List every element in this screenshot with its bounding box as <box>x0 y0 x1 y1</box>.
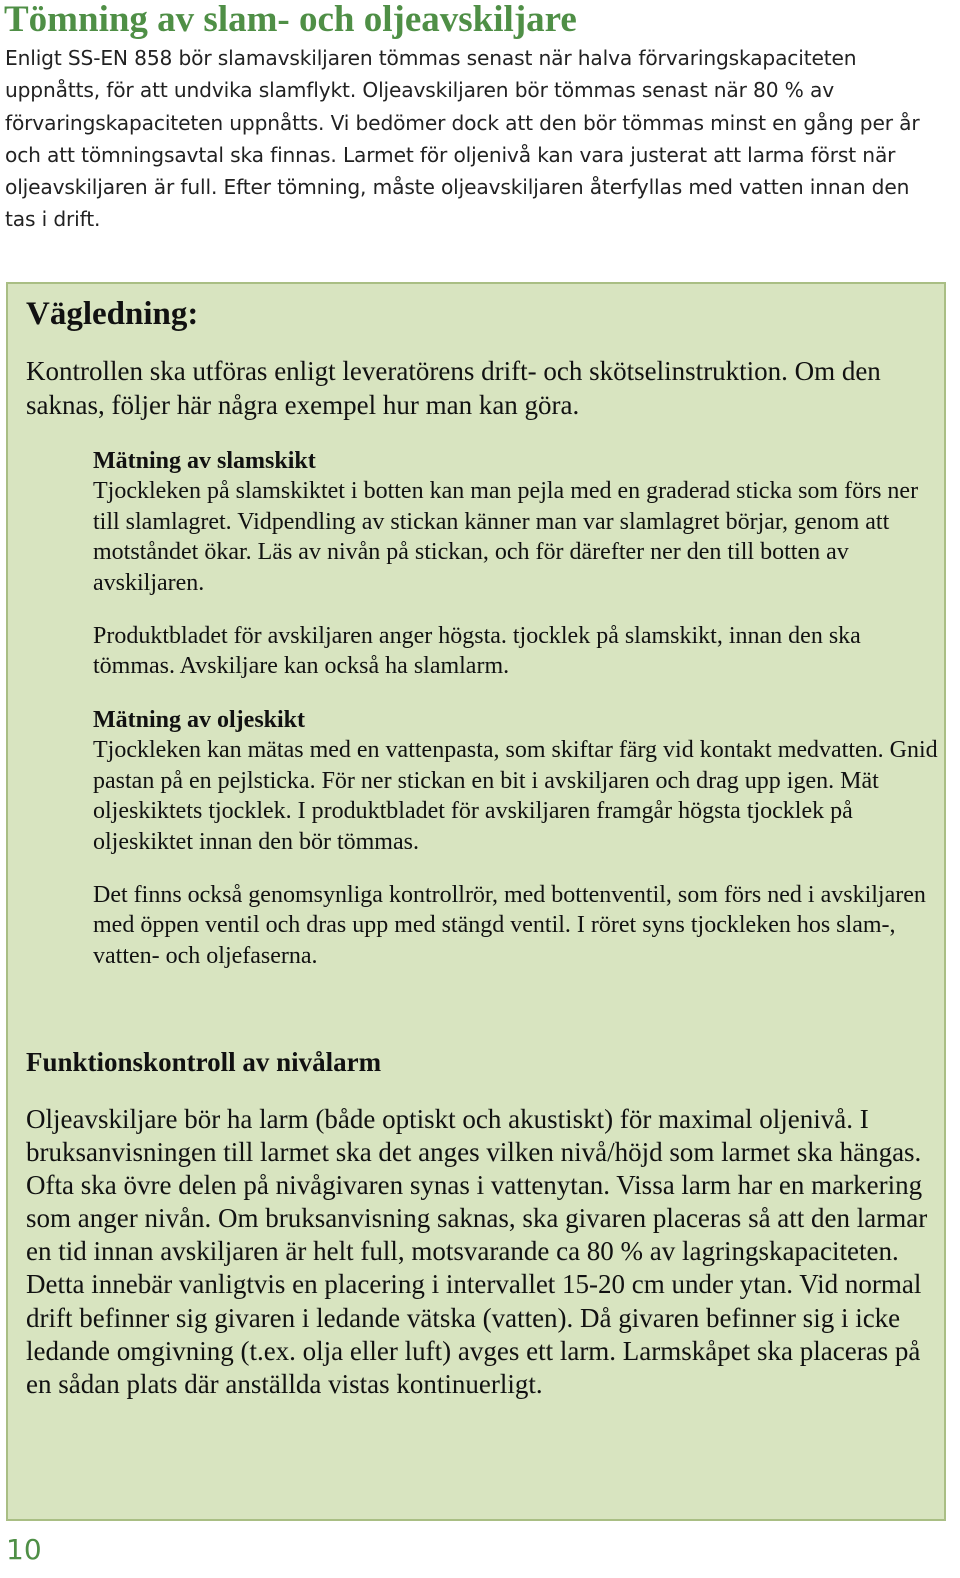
sludge-measurement-section <box>93 446 943 682</box>
level-alarm-heading: Funktionskontroll av nivålarm <box>26 1047 382 1077</box>
guidance-box <box>6 282 946 1521</box>
oil-measurement-text: Tjockleken kan mätas med en vattenpasta, som skiftar färg vid kontakt medvatten. Gnid pastan på en pejlsticka. För ner stickan en bit i avskiljaren och drag upp igen. Mät oljeskiktets tjocklek. I produktbladet för avskiljaren framgår högsta tjocklek på oljeskiktet innan den bör tömmas. <box>93 737 938 855</box>
oil-measurement-section <box>93 705 943 971</box>
guidance-intro: Kontrollen ska utföras enligt leveratörens drift- och skötselinstruktion. Om den saknas, följer här några exempel hur man kan göra. <box>26 356 881 420</box>
intro-paragraph: Enligt SS-EN 858 bör slamavskiljaren tömmas senast när halva förvaringskapaciteten uppnåtts, för att undvika slamflykt. Oljeavskiljaren bör tömmas senast när 80 % av förvaringskapaciteten uppnåtts. Vi bedömer dock att den bör tömmas minst en gång per år och att tömningsavtal ska finnas. Larmet för oljenivå kan vara justerat att larma först när oljeavskiljaren är full. Efter tömning, måste oljeavskiljaren återfyllas med vatten innan den tas i drift. <box>5 46 920 232</box>
oil-measurement-note: Det finns också genomsynliga kontrollrör, med bottenventil, som förs ned i avskiljaren med öppen ventil och dras upp med stängd ventil. I röret syns tjockleken hos slam-, vatten- och oljefaserna. <box>93 882 926 969</box>
sludge-measurement-note: Produktbladet för avskiljaren anger högsta. tjocklek på slamskikt, innan den ska tömmas. Avskiljare kan också ha slamlarm. <box>93 623 861 680</box>
page-title: Tömning av slam- och oljeavskiljare <box>4 0 577 40</box>
sludge-measurement-text: Tjockleken på slamskiktet i botten kan man pejla med en graderad sticka som förs ner till slamlagret. Vidpendling av stickan känner man var slamlagret börjar, genom att motståndet ökar. Läs av nivån på stickan, och för därefter ner den till botten av avskiljaren. <box>93 478 919 596</box>
oil-measurement-title: Mätning av oljeskikt <box>93 707 306 733</box>
sludge-measurement-title: Mätning av slamskikt <box>93 448 316 474</box>
guidance-heading: Vägledning: <box>26 296 199 332</box>
level-alarm-text: Oljeavskiljare bör ha larm (både optiskt och akustiskt) för maximal oljenivå. I bruksanvisningen till larmet ska det anges vilken nivå/höjd som larmet ska hängas. Ofta ska övre delen på nivågivaren synas i vattenytan. Vissa larm har en markering som anger nivån. Om bruksanvisning saknas, ska givaren placeras så att den larmar en tid innan avskiljaren är helt full, motsvarande ca 80 % av lagringskapaciteten. Detta innebär vanligtvis en placering i intervallet 15-20 cm under ytan. Vid normal drift befinner sig givaren i ledande vätska (vatten). Då givaren befinner sig i icke ledande omgivning (t.ex. olja eller luft) avges ett larm. Larmskåpet ska placeras på en sådan plats där anställda vistas kontinuerligt. <box>26 1104 928 1399</box>
page-number: 10 <box>6 1533 42 1566</box>
